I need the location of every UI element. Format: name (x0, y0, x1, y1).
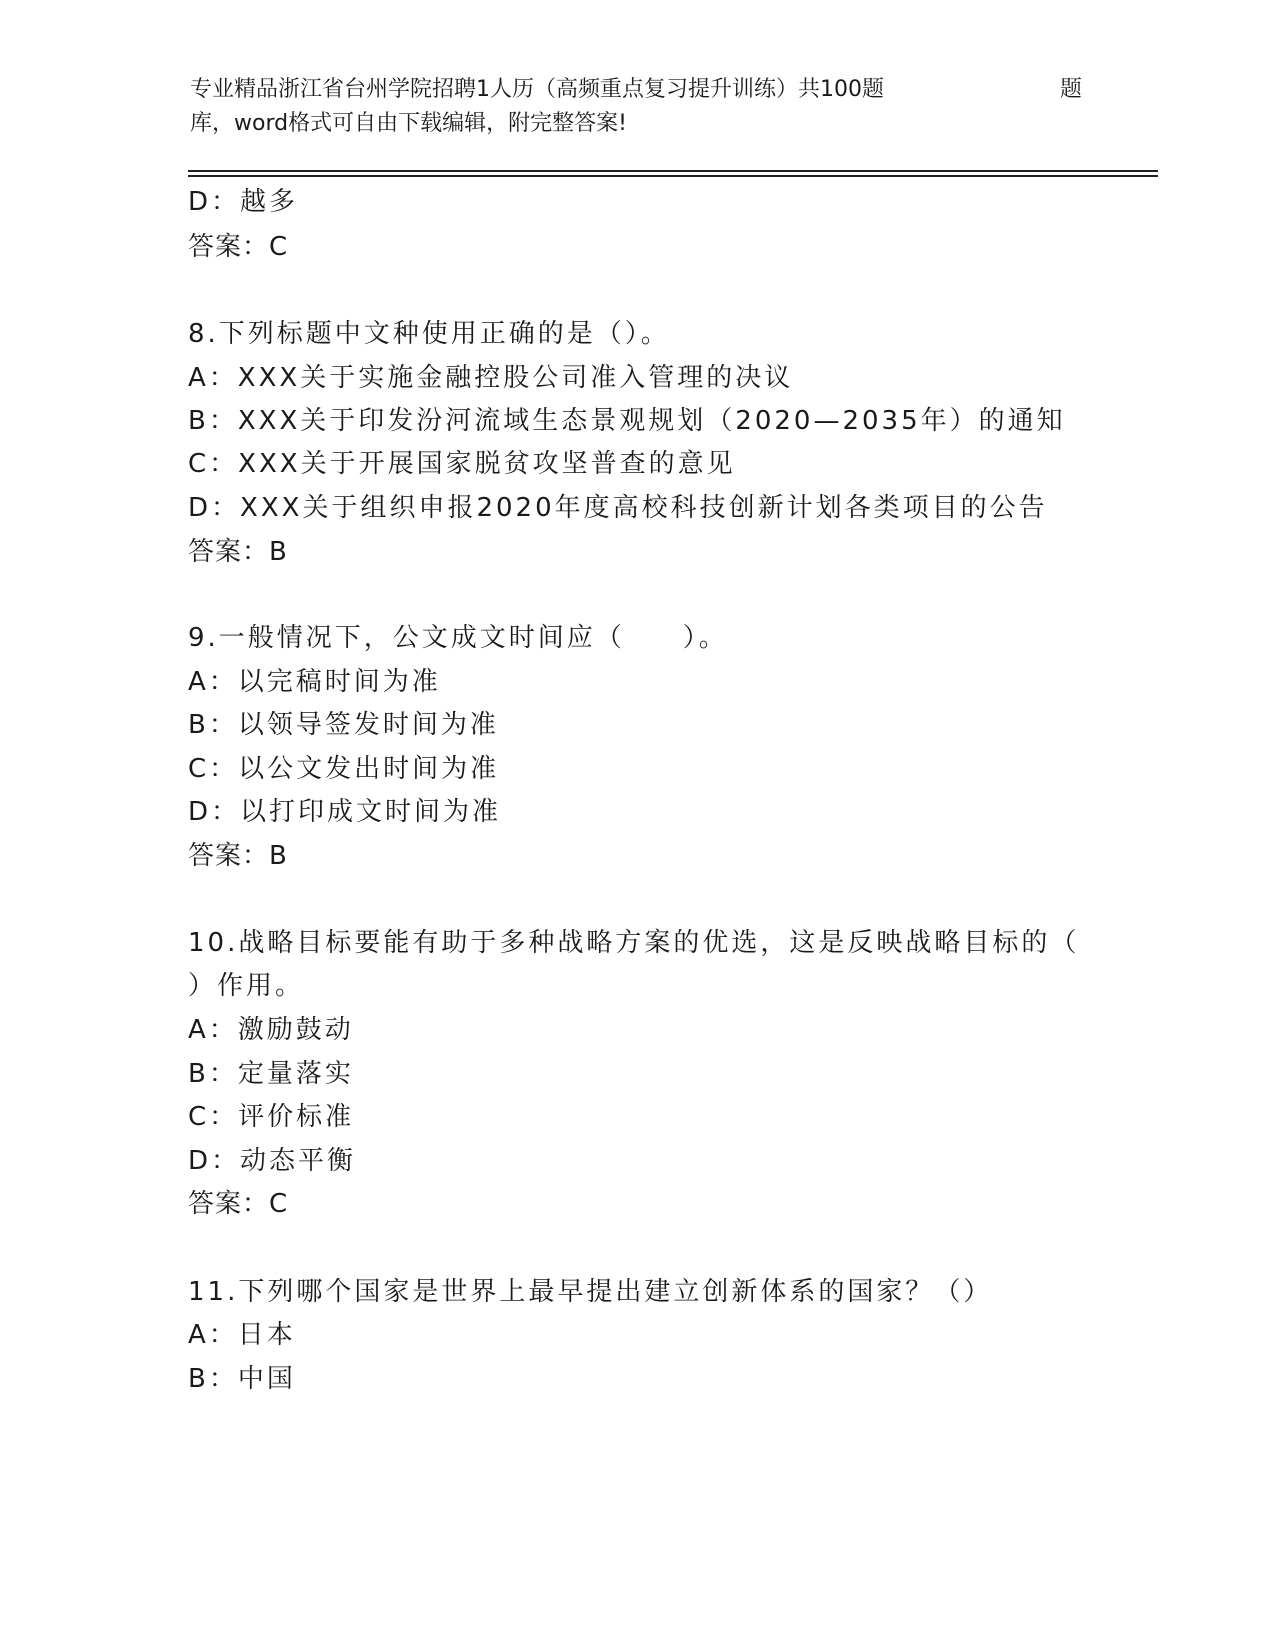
question-line: D：越多 (188, 187, 299, 217)
question-line: A：激励鼓动 (188, 1015, 354, 1045)
question-line: D：XXX关于组织申报2020年度高校科技创新计划各类项目的公告 (188, 493, 1048, 523)
question-line: 8.下列标题中文种使用正确的是（）。 (188, 319, 670, 349)
question-line: 10.战略目标要能有助于多种战略方案的优选，这是反映战略目标的（ (188, 928, 1080, 958)
question-line: C：以公文发出时间为准 (188, 754, 500, 784)
question-line: 11.下列哪个国家是世界上最早提出建立创新体系的国家？（） (188, 1277, 993, 1307)
question-line: B：XXX关于印发汾河流域生态景观规划（2020—2035年）的通知 (188, 406, 1066, 436)
question-line: A：以完稿时间为准 (188, 667, 441, 697)
answer-line: 答案：C (188, 232, 289, 262)
header-title-tail: 题 (1060, 77, 1083, 102)
question-line: ）作用。 (188, 971, 305, 1001)
question-line: D：动态平衡 (188, 1146, 357, 1176)
answer-line: 答案：B (188, 841, 288, 871)
question-line: B：定量落实 (188, 1059, 354, 1089)
question-line: B：中国 (188, 1364, 296, 1394)
header-title-line-1 (190, 74, 1090, 106)
question-line: A：日本 (188, 1320, 296, 1350)
answer-line: 答案：C (188, 1189, 289, 1219)
answer-line: 答案：B (188, 537, 288, 567)
question-line: C：评价标准 (188, 1102, 355, 1132)
header-rule-top (188, 170, 1158, 172)
question-line: C：XXX关于开展国家脱贫攻坚普查的意见 (188, 449, 736, 479)
question-line: B：以领导签发时间为准 (188, 710, 499, 740)
header-rule-bottom (188, 175, 1158, 177)
header-title-line-2: 库，word格式可自由下载编辑，附完整答案! (190, 111, 627, 136)
header-title-text: 专业精品浙江省台州学院招聘1人历（高频重点复习提升训练）共100题 (190, 77, 884, 102)
question-line: D：以打印成文时间为准 (188, 797, 502, 827)
question-line: A：XXX关于实施金融控股公司准入管理的决议 (188, 363, 794, 393)
question-line: 9.一般情况下，公文成文时间应（ ）。 (188, 623, 728, 653)
